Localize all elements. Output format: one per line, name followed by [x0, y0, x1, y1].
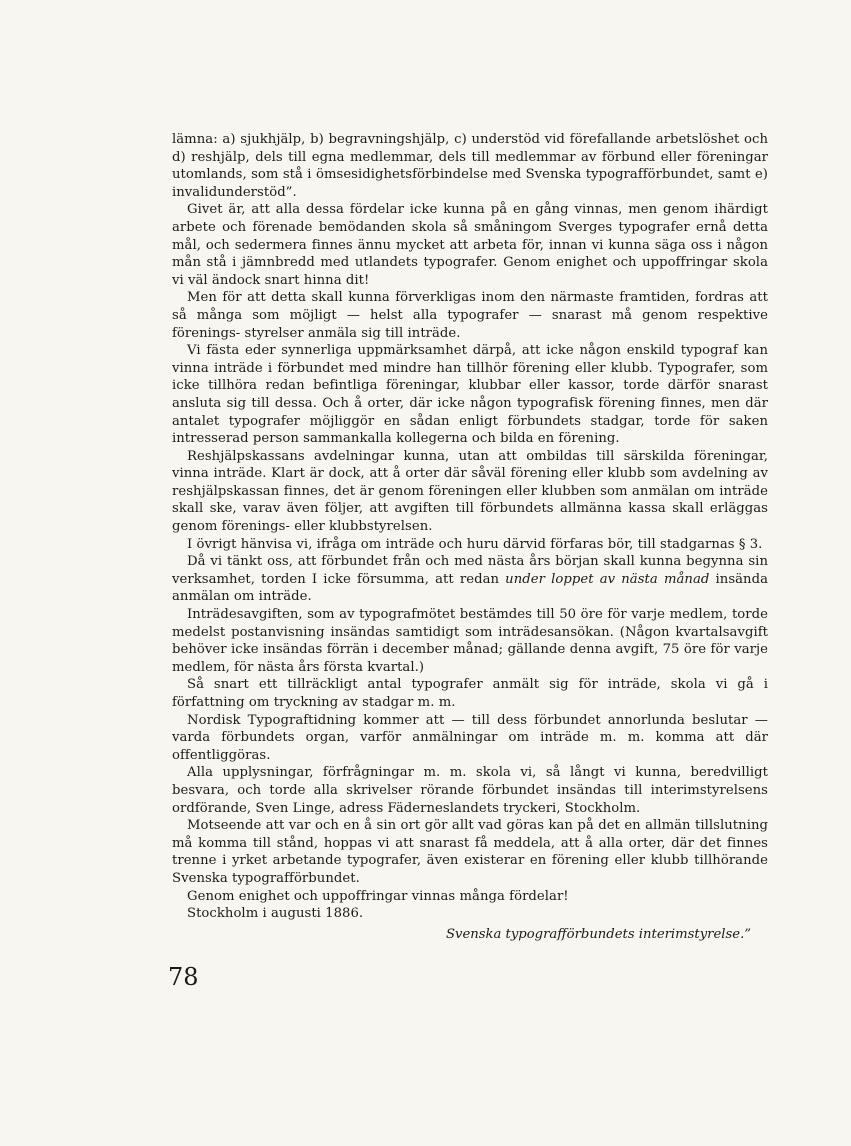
emphasis-text: under loppet av nästa månad	[505, 571, 710, 587]
paragraph	[172, 553, 768, 606]
paragraph	[172, 817, 768, 887]
page-number: 78	[168, 963, 199, 991]
paragraph-text: Men för att detta skall kunna förverkligas inom den närmaste framtiden, fordras att så många som möjligt — helst alla typografer — snarast må genom respektive förenings- styrelser anmäla sig till inträde.	[172, 290, 768, 341]
paragraph	[172, 676, 768, 711]
paragraph-text: Givet är, att alla dessa fördelar icke kunna på en gång vinnas, men genom ihärdigt arbete och förenade bemödanden skola så småningom Sverges typografer ernå detta mål, och sedermera finnes ännu mycket att arbeta för, innan vi kunna säga oss i någon mån stå i jämnbredd med utlandets typografer. Genom enighet och uppoffringar skola vi väl ändock snart hinna dit!	[172, 202, 768, 288]
paragraph-text: Nordisk Typograftidning kommer att — till dess förbundet annorlunda beslutar — varda förbundets organ, varför anmälningar om inträde m. m. komma att där offentliggöras.	[172, 712, 768, 763]
paragraph	[172, 712, 768, 765]
paragraph-text: insända anmälan om inträde.	[172, 571, 768, 605]
paragraph-text: Reshjälpskassans avdelningar kunna, utan att ombildas till särskilda föreningar, vinna inträde. Klart är dock, att å orter där såväl förening eller klubb som avdelning av reshjälpskassan finnes, det är genom föreningen eller klubben som anmälan om inträde skall ske, varav även följer, att avgiften till förbundets allmänna kassa skall erläggas genom förenings- eller klubbstyrelsen.	[172, 448, 768, 535]
paragraph-text: Alla upplysningar, förfrågningar m. m. skola vi, så långt vi kunna, beredvilligt besvara, och torde alla skrivelser rörande förbundet insändas till interimstyrelsens ordförande, Sven Linge, adress Fäderneslandets tryckeri, Stockholm.	[172, 765, 768, 816]
signature: Svenska typografförbundets interimstyrelse.”	[445, 927, 751, 942]
paragraph-text: I övrigt hänvisa vi, ifråga om inträde och huru därvid förfaras bör, till stadgarnas § 3.	[187, 536, 763, 552]
body-text	[172, 131, 768, 923]
paragraph	[172, 905, 768, 923]
paragraph	[172, 448, 768, 536]
paragraph-text: Vi fästa eder synnerliga uppmärksamhet därpå, att icke någon enskild typograf kan vinna inträde i förbundet med mindre han tillhör förening eller klubb. Typografer, som icke tillhöra redan befintliga föreningar, klubbar eller kassor, torde därför snarast ansluta sig till dessa. Och å orter, där icke någon typografisk förening finnes, men där antalet typografer möjliggör en sådan enligt förbundets stadgar, torde för saken intresserad person sammankalla kollegerna och bilda en förening.	[172, 343, 768, 447]
paragraph-text: lämna: a) sjukhjälp, b) begravningshjälp, c) understöd vid förefallande arbetslöshet och d) reshjälp, dels till egna medlemmar, dels till medlemmar av förbund eller föreningar utomlands, som stå i ömsesidighetsförbindelse med Svenska typografförbundet, samt e) invalidunderstöd”.	[172, 132, 768, 200]
paragraph-text: Inträdesavgiften, som av typografmötet bestämdes till 50 öre för varje medlem, torde medelst postanvisning insändas samtidigt som inträdesansökan. (Någon kvartalsavgift behöver icke insändas förrän i december månad; gällande denna avgift, 75 öre för varje medlem, för nästa års första kvartal.)	[172, 607, 768, 675]
paragraph	[172, 131, 768, 201]
paragraph	[172, 606, 768, 676]
paragraph	[172, 536, 768, 554]
paragraph-text: Motseende att var och en å sin ort gör allt vad göras kan på det en allmän tillslutning må komma till stånd, hoppas vi att snarast få meddela, att å alla orter, där det finnes trenne i yrket arbetande typografer, även existerar en förening eller klubb tillhörande Svenska typografförbundet.	[172, 818, 768, 886]
paragraph-text: Då vi tänkt oss, att förbundet från och med nästa års början skall kunna begynna sin verksamhet, torden I icke försumma, att redan	[172, 554, 768, 587]
paragraph	[172, 342, 768, 448]
paragraph	[172, 201, 768, 289]
paragraph	[172, 888, 768, 906]
paragraph-text: Genom enighet och uppoffringar vinnas många fördelar!	[187, 888, 569, 904]
paragraph-text: Så snart ett tillräckligt antal typografer anmält sig för inträde, skola vi gå i författning om tryckning av stadgar m. m.	[172, 677, 768, 710]
paragraph-text: Stockholm i augusti 1886.	[187, 906, 364, 922]
paragraph	[172, 764, 768, 817]
paragraph	[172, 289, 768, 342]
